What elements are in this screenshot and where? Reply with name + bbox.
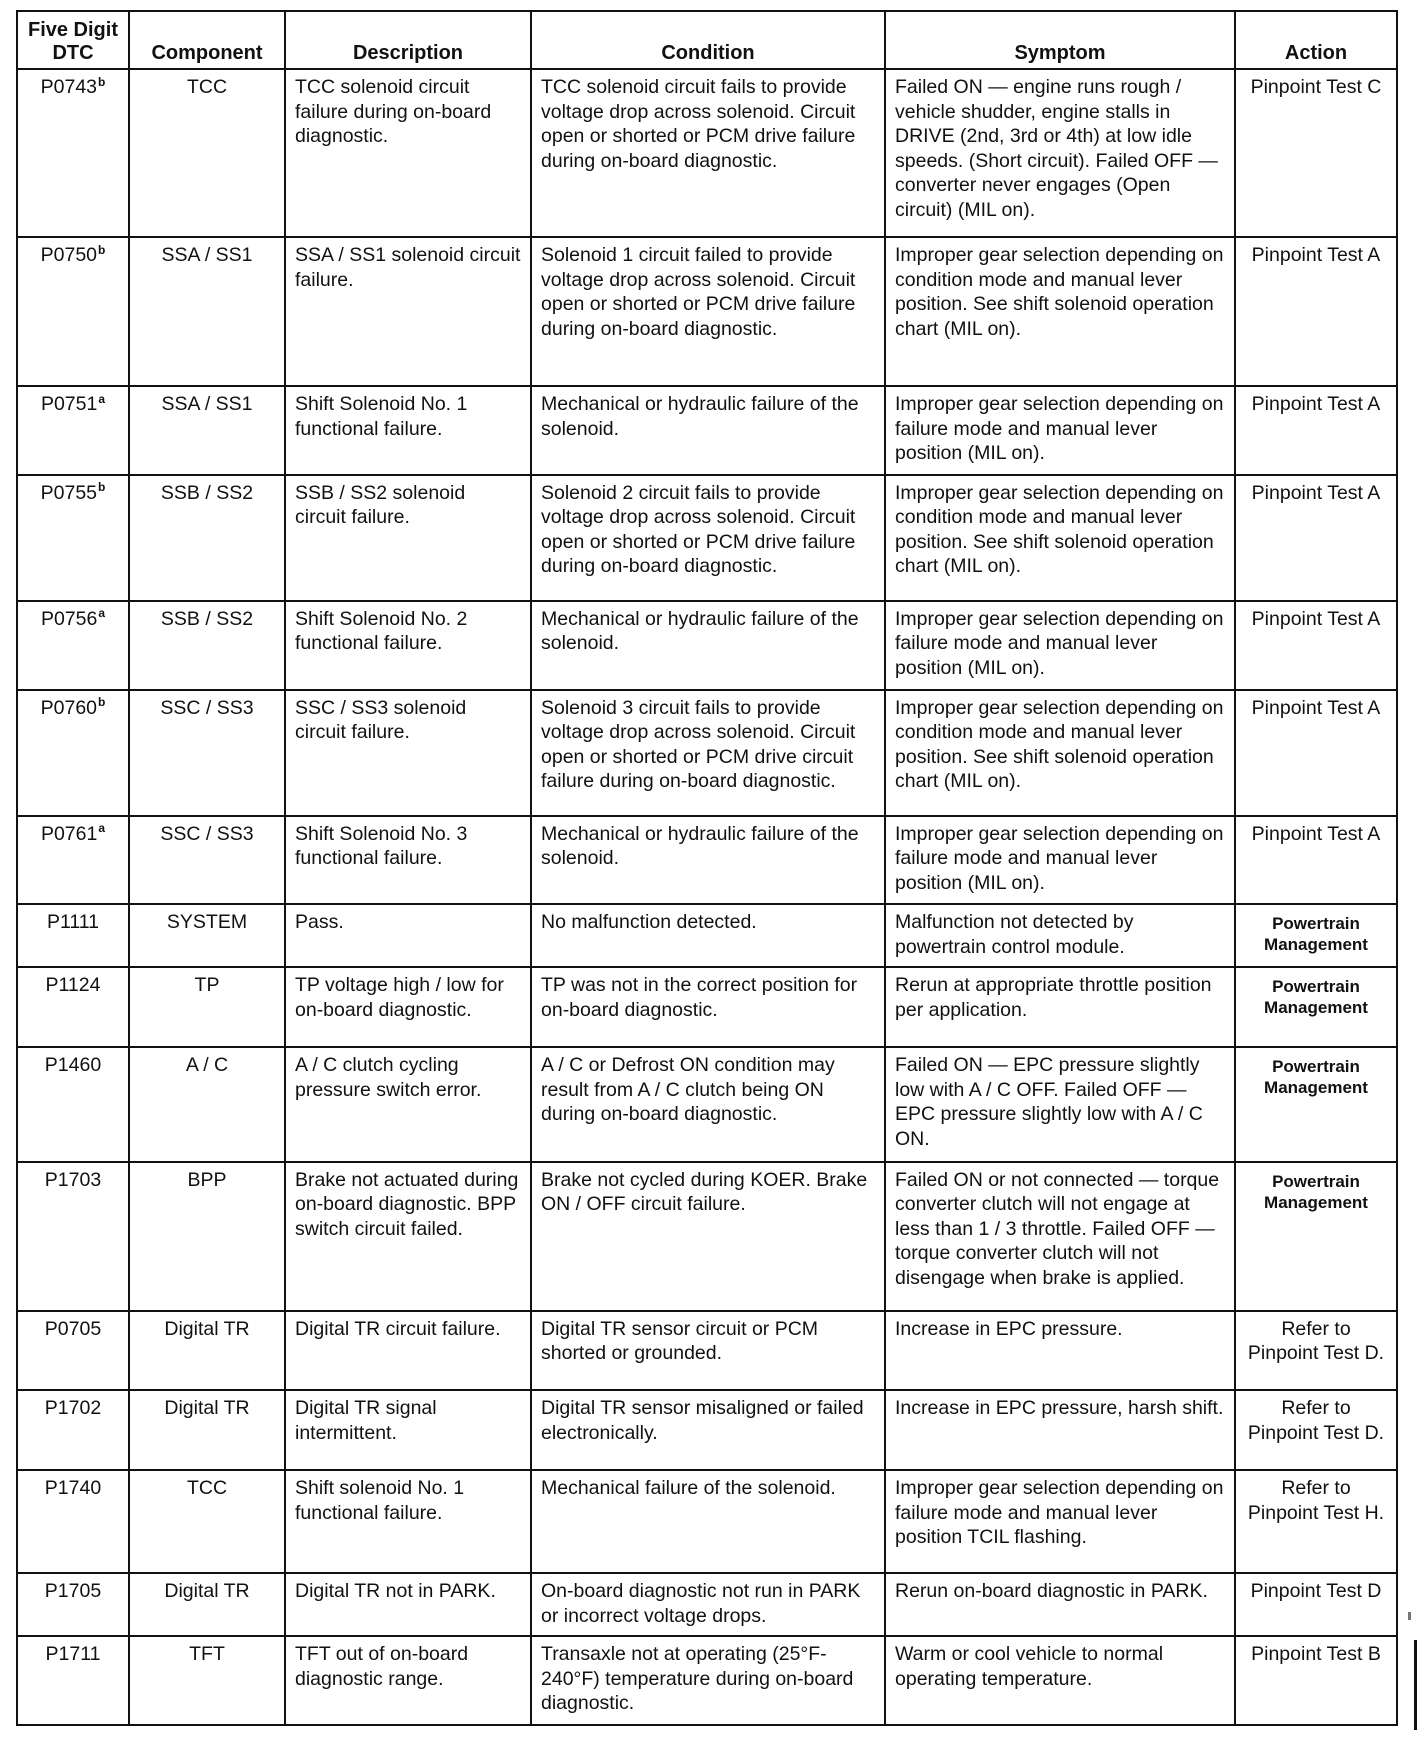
cell-action: Refer to Pinpoint Test H.: [1235, 1470, 1397, 1573]
cell-description: TP voltage high / low for on-board diagnostic.: [285, 967, 531, 1047]
cell-action: Pinpoint Test B: [1235, 1636, 1397, 1725]
cell-condition: Mechanical or hydraulic failure of the solenoid.: [531, 816, 885, 905]
table-row: [17, 237, 1397, 386]
cell-component: TFT: [129, 1636, 285, 1725]
cell-component: BPP: [129, 1162, 285, 1311]
cell-dtc: [17, 237, 129, 386]
table-row: [17, 69, 1397, 237]
cell-description: Pass.: [285, 904, 531, 967]
cell-symptom: Improper gear selection depending on failure mode and manual lever position (MIL on).: [885, 601, 1235, 690]
cell-dtc: [17, 1636, 129, 1725]
header-action: Action: [1235, 11, 1397, 69]
cell-condition: Mechanical or hydraulic failure of the solenoid.: [531, 601, 885, 690]
scan-edge-mark: [1414, 1640, 1417, 1730]
cell-component: SSC / SS3: [129, 690, 285, 816]
dtc-code: P1124: [45, 974, 101, 997]
cell-component: Digital TR: [129, 1390, 285, 1470]
cell-dtc: [17, 904, 129, 967]
cell-component: Digital TR: [129, 1311, 285, 1391]
cell-action: Pinpoint Test A: [1235, 690, 1397, 816]
cell-condition: Transaxle not at operating (25°F-240°F) temperature during on-board diagnostic.: [531, 1636, 885, 1725]
dtc-code: P0750: [40, 244, 98, 266]
cell-action: Powertrain Management: [1235, 1047, 1397, 1161]
dtc-code: P0761: [40, 822, 98, 845]
dtc-code: P1460: [44, 1054, 102, 1077]
cell-dtc: [17, 1390, 129, 1470]
dtc-code: P0743: [40, 76, 98, 98]
cell-symptom: Improper gear selection depending on failure mode and manual lever position (MIL on).: [885, 386, 1235, 475]
cell-symptom: Rerun on-board diagnostic in PARK.: [885, 1573, 1235, 1636]
dtc-code: P0705: [44, 1317, 102, 1340]
cell-description: SSB / SS2 solenoid circuit failure.: [285, 475, 531, 601]
dtc-footnote-marker: b: [98, 242, 106, 257]
cell-description: Shift Solenoid No. 1 functional failure.: [285, 386, 531, 475]
cell-condition: No malfunction detected.: [531, 904, 885, 967]
cell-description: Shift Solenoid No. 2 functional failure.: [285, 601, 531, 690]
cell-description: Shift solenoid No. 1 functional failure.: [285, 1470, 531, 1573]
table-row: [17, 1573, 1397, 1636]
dtc-footnote-marker: b: [98, 480, 106, 495]
cell-condition: Digital TR sensor circuit or PCM shorted or grounded.: [531, 1311, 885, 1391]
cell-symptom: Increase in EPC pressure.: [885, 1311, 1235, 1391]
cell-action: Powertrain Management: [1235, 1162, 1397, 1311]
cell-component: A / C: [129, 1047, 285, 1161]
cell-symptom: Malfunction not detected by powertrain control module.: [885, 904, 1235, 967]
cell-component: TCC: [129, 69, 285, 237]
cell-symptom: Improper gear selection depending on condition mode and manual lever position. See shift solenoid operation chart (MIL on).: [885, 690, 1235, 816]
table-row: [17, 1470, 1397, 1573]
cell-symptom: Improper gear selection depending on failure mode and manual lever position TCIL flashing.: [885, 1470, 1235, 1573]
dtc-code: P0756: [40, 607, 98, 630]
cell-action: Pinpoint Test A: [1235, 237, 1397, 386]
table-row: [17, 1390, 1397, 1470]
dtc-code: P1703: [44, 1168, 102, 1191]
header-description: Description: [285, 11, 531, 69]
cell-condition: Brake not cycled during KOER. Brake ON / OFF circuit failure.: [531, 1162, 885, 1311]
dtc-footnote-marker: a: [98, 606, 106, 621]
cell-dtc: [17, 1573, 129, 1636]
cell-action: Refer to Pinpoint Test D.: [1235, 1311, 1397, 1391]
cell-dtc: [17, 1470, 129, 1573]
table-body: [17, 69, 1397, 1725]
header-dtc-line2: DTC: [52, 42, 94, 64]
table-row: [17, 904, 1397, 967]
cell-symptom: Improper gear selection depending on condition mode and manual lever position. See shift solenoid operation chart (MIL on).: [885, 237, 1235, 386]
dtc-code: P1111: [46, 911, 100, 934]
dtc-footnote-marker: a: [98, 391, 106, 406]
cell-description: Digital TR not in PARK.: [285, 1573, 531, 1636]
dtc-code: P0751: [40, 393, 98, 416]
cell-dtc: [17, 967, 129, 1047]
cell-component: TCC: [129, 1470, 285, 1573]
cell-dtc: [17, 475, 129, 601]
table-row: [17, 1047, 1397, 1161]
table-row: [17, 690, 1397, 816]
dtc-footnote-marker: a: [98, 821, 106, 836]
dtc-code: P1702: [44, 1397, 102, 1420]
cell-component: SYSTEM: [129, 904, 285, 967]
header-condition: Condition: [531, 11, 885, 69]
cell-component: SSA / SS1: [129, 386, 285, 475]
cell-action: Pinpoint Test A: [1235, 386, 1397, 475]
cell-component: SSB / SS2: [129, 475, 285, 601]
cell-action: Powertrain Management: [1235, 904, 1397, 967]
cell-symptom: Improper gear selection depending on failure mode and manual lever position (MIL on).: [885, 816, 1235, 905]
cell-action: Pinpoint Test D: [1235, 1573, 1397, 1636]
cell-action: Refer to Pinpoint Test D.: [1235, 1390, 1397, 1470]
cell-action: Pinpoint Test A: [1235, 475, 1397, 601]
cell-description: SSA / SS1 solenoid circuit failure.: [285, 237, 531, 386]
cell-symptom: Failed ON — engine runs rough / vehicle shudder, engine stalls in DRIVE (2nd, 3rd or 4th) at low idle speeds. (Short circuit). Failed OFF — converter never engages (Open circuit) (MIL on).: [885, 69, 1235, 237]
cell-condition: TP was not in the correct position for on-board diagnostic.: [531, 967, 885, 1047]
cell-description: Digital TR circuit failure.: [285, 1311, 531, 1391]
cell-condition: TCC solenoid circuit fails to provide voltage drop across solenoid. Circuit open or shorted or PCM drive failure during on-board diagnostic.: [531, 69, 885, 237]
cell-symptom: Failed ON or not connected — torque converter clutch will not engage at less than 1 / 3 throttle. Failed OFF — torque converter clutch will not disengage when brake is applied.: [885, 1162, 1235, 1311]
dtc-code: P1740: [44, 1477, 102, 1500]
table-header-row: [17, 11, 1397, 69]
cell-condition: Mechanical failure of the solenoid.: [531, 1470, 885, 1573]
cell-action: Pinpoint Test A: [1235, 816, 1397, 905]
cell-description: Brake not actuated during on-board diagnostic. BPP switch circuit failed.: [285, 1162, 531, 1311]
header-dtc-line1: Five Digit: [27, 19, 118, 41]
cell-symptom: Rerun at appropriate throttle position per application.: [885, 967, 1235, 1047]
cell-description: Digital TR signal intermittent.: [285, 1390, 531, 1470]
cell-action: Pinpoint Test A: [1235, 601, 1397, 690]
cell-description: A / C clutch cycling pressure switch error.: [285, 1047, 531, 1161]
cell-component: SSB / SS2: [129, 601, 285, 690]
cell-dtc: [17, 386, 129, 475]
table-row: [17, 967, 1397, 1047]
cell-dtc: [17, 816, 129, 905]
cell-dtc: [17, 1311, 129, 1391]
cell-action: Powertrain Management: [1235, 967, 1397, 1047]
cell-symptom: Increase in EPC pressure, harsh shift.: [885, 1390, 1235, 1470]
cell-condition: Mechanical or hydraulic failure of the solenoid.: [531, 386, 885, 475]
cell-condition: Solenoid 3 circuit fails to provide voltage drop across solenoid. Circuit open or shorted or PCM drive circuit failure during on-board diagnostic.: [531, 690, 885, 816]
cell-description: TFT out of on-board diagnostic range.: [285, 1636, 531, 1725]
cell-dtc: [17, 690, 129, 816]
table-row: [17, 816, 1397, 905]
header-component: Component: [129, 11, 285, 69]
cell-symptom: Improper gear selection depending on condition mode and manual lever position. See shift solenoid operation chart (MIL on).: [885, 475, 1235, 601]
table-row: [17, 475, 1397, 601]
cell-description: SSC / SS3 solenoid circuit failure.: [285, 690, 531, 816]
header-dtc: [17, 11, 129, 69]
dtc-code: P0760: [40, 696, 98, 719]
cell-component: SSC / SS3: [129, 816, 285, 905]
cell-action: Pinpoint Test C: [1235, 69, 1397, 237]
cell-dtc: [17, 1162, 129, 1311]
table-row: [17, 1636, 1397, 1725]
dtc-table: [16, 10, 1398, 1726]
dtc-footnote-marker: b: [98, 695, 106, 710]
dtc-code: P1711: [45, 1643, 101, 1666]
cell-component: Digital TR: [129, 1573, 285, 1636]
header-symptom: Symptom: [885, 11, 1235, 69]
table-row: [17, 386, 1397, 475]
cell-condition: On-board diagnostic not run in PARK or incorrect voltage drops.: [531, 1573, 885, 1636]
scan-speck: [1408, 1612, 1411, 1620]
cell-description: TCC solenoid circuit failure during on-board diagnostic.: [285, 69, 531, 237]
cell-dtc: [17, 601, 129, 690]
dtc-code: P1705: [44, 1580, 102, 1603]
table-row: [17, 1162, 1397, 1311]
cell-dtc: [17, 1047, 129, 1161]
cell-symptom: Failed ON — EPC pressure slightly low with A / C OFF. Failed OFF — EPC pressure slightly low with A / C ON.: [885, 1047, 1235, 1161]
table-row: [17, 601, 1397, 690]
cell-component: TP: [129, 967, 285, 1047]
cell-condition: Solenoid 2 circuit fails to provide voltage drop across solenoid. Circuit open or shorted or PCM drive failure during on-board diagnostic.: [531, 475, 885, 601]
cell-condition: Digital TR sensor misaligned or failed electronically.: [531, 1390, 885, 1470]
cell-symptom: Warm or cool vehicle to normal operating temperature.: [885, 1636, 1235, 1725]
table-row: [17, 1311, 1397, 1391]
cell-condition: A / C or Defrost ON condition may result from A / C clutch being ON during on-board diagnostic.: [531, 1047, 885, 1161]
cell-component: SSA / SS1: [129, 237, 285, 386]
cell-description: Shift Solenoid No. 3 functional failure.: [285, 816, 531, 905]
cell-condition: Solenoid 1 circuit failed to provide voltage drop across solenoid. Circuit open or shorted or PCM drive failure during on-board diagnostic.: [531, 237, 885, 386]
dtc-code: P0755: [40, 481, 98, 504]
dtc-footnote-marker: b: [98, 74, 106, 89]
cell-dtc: [17, 69, 129, 237]
